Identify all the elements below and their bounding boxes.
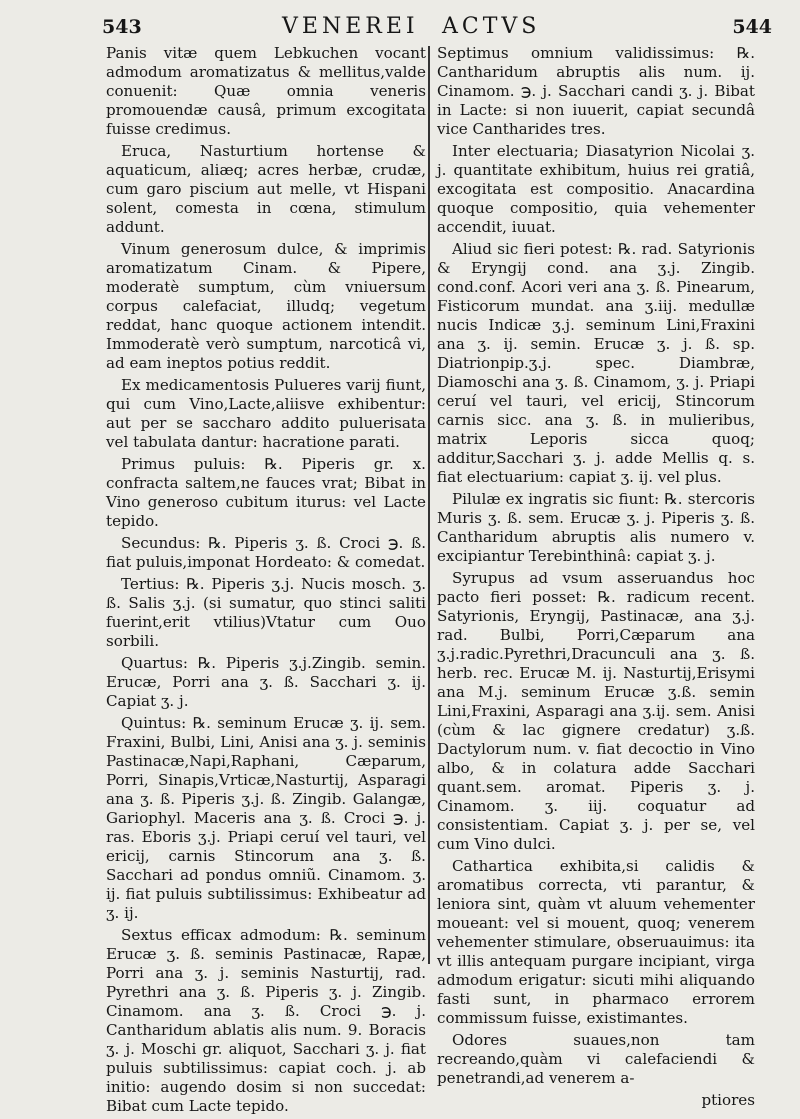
page-number-left: 543 <box>102 16 142 38</box>
paragraph: Tertius: ℞. Piperis ʒ.j. Nucis mosch. ʒ. ß. Salis ʒ.j. (si sumatur, quo stinci saliti fuerint,erit vtilius)Vtatur cum Ouo sorbili. <box>106 575 426 650</box>
catchword: ptiores <box>701 1091 755 1109</box>
paragraph: Ex medicamentosis Pulueres varij fiunt, qui cum Vino,Lacte,aliisve exhibentur: aut per se saccharo addito puluerisata vel tabulata dantur: hacratione parati. <box>106 376 426 451</box>
paragraph: Eruca, Nasturtium hortense & aquaticum, aliæq; acres herbæ, crudæ, cum garo piscium aut melle, vt Hispani solent, comesta in cœna, stimulum addunt. <box>106 142 426 236</box>
page-number-right: 544 <box>732 16 772 38</box>
running-title-left: VENEREI <box>282 14 419 39</box>
paragraph: Cathartica exhibita,si calidis & aromatibus correcta, vti parantur, & leniora sint, quàm vt aluum vehementer moueant: vel si mouent, quoq; venerem vehementer stimulare, obseruauimus: ita vt illis antequam purgare incipiant, virga admodum erigatur: sicuti mihi aliquando fasti sunt, in pharmaco errorem commissum fuisse, existimantes. <box>437 857 755 1027</box>
paragraph: Sextus efficax admodum: ℞. seminum Erucæ ʒ. ß. seminis Pastinacæ, Rapæ, Porri ana ʒ. j. seminis Nasturtij, rad. Pyrethri ana ʒ. ß. Piperis ʒ. j. Zingib. Cinamom. ana ʒ. ß. Croci ℈. j. Cantharidum ablatis alis num. 9. Boracis ʒ. j. Moschi gr. aliquot, Sacchari ʒ. j. fiat puluis subtilissimus: capiat coch. j. ab initio: augendo dosim si non succedat: Bibat cum Lacte tepido. <box>106 926 426 1115</box>
running-header <box>102 14 772 44</box>
paragraph: Panis vitæ quem Lebkuchen vocant admodum aromatizatus & mellitus,valde conuenit: Quæ omnia veneris promouendæ causâ, primum excogitata fuisse credimus. <box>106 44 426 138</box>
running-title-right: ACTVS <box>442 14 541 39</box>
paragraph: Aliud sic fieri potest: ℞. rad. Satyrionis & Eryngij cond. ana ʒ.j. Zingib. cond.conf. Acori veri ana ʒ. ß. Pinearum, Fisticorum mundat. ana ʒ.iij. medullæ nucis Indicæ ʒ.j. seminum Lini,Fraxini ana ʒ. ij. semin. Erucæ ʒ. j. ß. sp. Diatrionpip.ʒ.j. spec. Diambræ, Diamoschi ana ʒ. ß. Cinamom, ʒ. j. Priapi ceruí vel tauri, vel ericij, Stincorum carnis sicc. ana ʒ. ß. in mulieribus, matrix Leporis sicca quoq; additur,Sacchari ʒ. j. adde Mellis q. s. fiat electuarium: capiat ʒ. ij. vel plus. <box>437 240 755 486</box>
column-divider <box>428 46 430 964</box>
paragraph: Primus puluis: ℞. Piperis gr. x. confracta saltem,ne fauces vrat; Bibat in Vino generoso cubitum iturus: vel Lacte tepido. <box>106 455 426 530</box>
paragraph: Inter electuaria; Diasatyrion Nicolai ʒ. j. quantitate exhibitum, huius rei gratiâ, excogitata est compositio. Anacardina quoque compositio, quia vehementer accendit, iuuat. <box>437 142 755 236</box>
paragraph: Quartus: ℞. Piperis ʒ.j.Zingib. semin. Erucæ, Porri ana ʒ. ß. Sacchari ʒ. ij. Capiat ʒ. j. <box>106 654 426 710</box>
paragraph: Quintus: ℞. seminum Erucæ ʒ. ij. sem. Fraxini, Bulbi, Lini, Anisi ana ʒ. j. seminis Pastinacæ,Napi,Raphani, Cæparum, Porri, Sinapis,Vrticæ,Nasturtij, Asparagi ana ʒ. ß. Piperis ʒ.j. ß. Zingib. Galangæ, Gariophyl. Maceris ana ʒ. ß. Croci ℈. j. ras. Eboris ʒ.j. Priapi ceruí vel tauri, vel ericij, carnis Stincorum ana ʒ. ß. Sacchari ad pondus omniũ. Cinamom. ʒ. ij. fiat puluis subtilissimus: Exhibeatur ad ʒ. ij. <box>106 714 426 922</box>
paragraph: Vinum generosum dulce, & imprimis aromatizatum Cinam. & Pipere, moderatè sumptum, cùm vniuersum corpus calefaciat, illudq; vegetum reddat, hanc quoque actionem intendit. Immoderatè verò sumptum, narcoticâ vi, ad eam ineptos potius reddit. <box>106 240 426 372</box>
paragraph: Pilulæ ex ingratis sic fiunt: ℞. stercoris Muris ʒ. ß. sem. Erucæ ʒ. j. Piperis ʒ. ß. Cantharidum abruptis alis numero v. excipiantur Terebinthinâ: capiat ʒ. j. <box>437 490 755 565</box>
paragraph: Odores suaues,non tam recreando,quàm vi calefaciendi & penetrandi,ad venerem a- <box>437 1031 755 1087</box>
paragraph: Septimus omnium validissimus: ℞. Cantharidum abruptis alis num. ij. Cinamom. ℈. j. Sacchari candi ʒ. j. Bibat in Lacte: si non iuuerit, capiat secundâ vice Cantharides tres. <box>437 44 755 138</box>
right-column <box>437 44 755 1113</box>
paragraph: Syrupus ad vsum asseruandus hoc pacto fieri posset: ℞. radicum recent. Satyrionis, Eryngij, Pastinacæ, ana ʒ.j. rad. Bulbi, Porri,Cæparum ana ʒ.j.radic.Pyrethri,Dracunculi ana ʒ. ß. herb. rec. Erucæ M. ij. Nasturtij,Erisymi ana M.j. seminum Erucæ ʒ.ß. semin Lini,Fraxini, Asparagi ana ʒ.ij. sem. Anisi (cùm & lac gignere credatur) ʒ.ß. Dactylorum num. v. fiat decoctio in Vino albo, & in colatura adde Sacchari quant.sem. aromat. Piperis ʒ. j. Cinamom. ʒ. iij. coquatur ad consistentiam. Capiat ʒ. j. per se, vel cum Vino dulci. <box>437 569 755 853</box>
left-column <box>106 44 426 1119</box>
paragraph: Secundus: ℞. Piperis ʒ. ß. Croci ℈. ß. fiat puluis,imponat Hordeato: & comedat. <box>106 534 426 571</box>
